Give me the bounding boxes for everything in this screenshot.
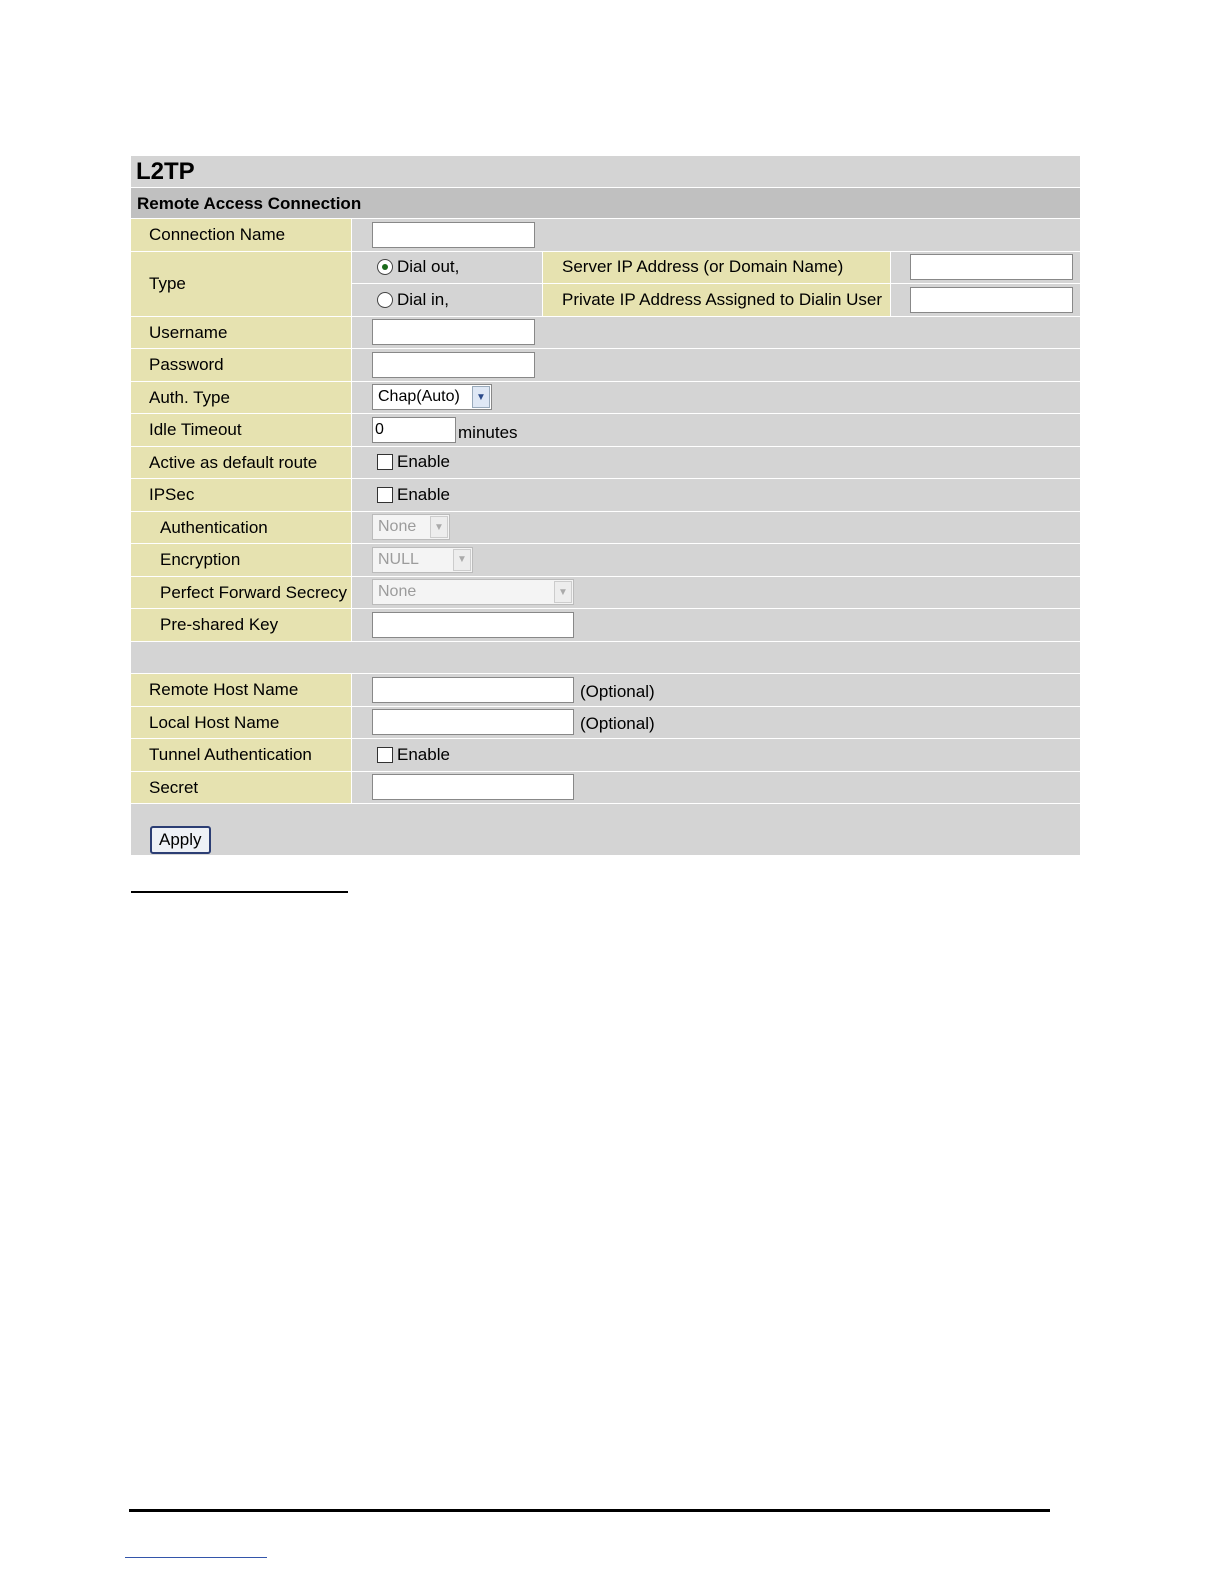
default-route-label: Active as default route xyxy=(131,447,352,479)
footer-rule xyxy=(129,1509,1050,1512)
encryption-value: NULL xyxy=(378,550,419,568)
local-host-row xyxy=(131,706,1080,739)
authentication-select[interactable] xyxy=(372,514,450,540)
dial-out-option[interactable] xyxy=(352,252,543,284)
idle-timeout-label: Idle Timeout xyxy=(131,414,352,446)
footer-link-rule xyxy=(125,1557,267,1558)
connection-name-label: Connection Name xyxy=(131,219,352,251)
default-route-row xyxy=(131,446,1080,479)
auth-type-select[interactable] xyxy=(372,384,492,410)
authentication-value: None xyxy=(378,518,417,536)
password-input[interactable] xyxy=(372,352,535,378)
encryption-select[interactable] xyxy=(372,547,473,573)
page-title: L2TP xyxy=(131,156,1080,187)
separator-row xyxy=(131,641,1080,674)
default-route-checkbox[interactable] xyxy=(377,454,393,470)
local-host-hint: (Optional) xyxy=(580,714,655,734)
type-label: Type xyxy=(131,252,352,316)
authentication-row xyxy=(131,511,1080,544)
tunnel-auth-enable-label: Enable xyxy=(397,744,450,764)
preshared-key-input[interactable] xyxy=(372,612,574,638)
tunnel-auth-label: Tunnel Authentication xyxy=(131,739,352,771)
divider-short xyxy=(131,891,348,893)
tunnel-auth-checkbox[interactable] xyxy=(377,747,393,763)
secret-label: Secret xyxy=(131,772,352,804)
connection-name-row xyxy=(131,218,1080,251)
remote-host-label: Remote Host Name xyxy=(131,674,352,706)
ipsec-checkbox[interactable] xyxy=(377,487,393,503)
chevron-down-icon: ▼ xyxy=(453,549,471,571)
section-title: Remote Access Connection xyxy=(131,187,1080,218)
auth-type-row xyxy=(131,381,1080,414)
type-row xyxy=(131,251,1080,316)
apply-row xyxy=(131,803,1080,855)
dial-in-radio[interactable] xyxy=(377,292,393,308)
idle-timeout-input[interactable] xyxy=(372,417,456,443)
default-route-enable-label: Enable xyxy=(397,452,450,472)
ipsec-enable-label: Enable xyxy=(397,484,450,504)
dial-out-radio[interactable] xyxy=(377,259,393,275)
dial-out-label: Dial out, xyxy=(397,257,460,277)
authentication-label: Authentication xyxy=(131,512,352,544)
chevron-down-icon: ▼ xyxy=(472,386,490,408)
connection-name-input[interactable] xyxy=(372,222,535,248)
local-host-input[interactable] xyxy=(372,709,574,735)
dial-in-label: Dial in, xyxy=(397,289,449,309)
chevron-down-icon: ▼ xyxy=(430,516,448,538)
preshared-key-row xyxy=(131,608,1080,641)
username-label: Username xyxy=(131,317,352,349)
encryption-row xyxy=(131,543,1080,576)
l2tp-panel xyxy=(131,156,1080,855)
private-ip-label: Private IP Address Assigned to Dialin User xyxy=(543,284,891,316)
remote-host-row xyxy=(131,673,1080,706)
idle-timeout-unit: minutes xyxy=(458,422,518,442)
apply-button[interactable]: Apply xyxy=(150,826,211,854)
secret-input[interactable] xyxy=(372,774,574,800)
pfs-row xyxy=(131,576,1080,609)
idle-timeout-row xyxy=(131,413,1080,446)
server-ip-input[interactable] xyxy=(910,254,1073,280)
server-ip-label: Server IP Address (or Domain Name) xyxy=(543,252,891,284)
pfs-select[interactable] xyxy=(372,579,574,605)
private-ip-input[interactable] xyxy=(910,287,1073,313)
secret-row xyxy=(131,771,1080,804)
password-label: Password xyxy=(131,349,352,381)
ipsec-label: IPSec xyxy=(131,479,352,511)
encryption-label: Encryption xyxy=(131,544,352,576)
dial-in-option[interactable] xyxy=(352,284,543,316)
pfs-label: Perfect Forward Secrecy xyxy=(131,577,352,609)
auth-type-value: Chap(Auto) xyxy=(378,388,460,406)
pfs-value: None xyxy=(378,583,417,601)
preshared-key-label: Pre-shared Key xyxy=(131,609,352,641)
local-host-label: Local Host Name xyxy=(131,707,352,739)
ipsec-row xyxy=(131,478,1080,511)
password-row xyxy=(131,348,1080,381)
tunnel-auth-row xyxy=(131,738,1080,771)
username-input[interactable] xyxy=(372,319,535,345)
remote-host-hint: (Optional) xyxy=(580,681,655,701)
remote-host-input[interactable] xyxy=(372,677,574,703)
chevron-down-icon: ▼ xyxy=(554,581,572,603)
username-row xyxy=(131,316,1080,349)
auth-type-label: Auth. Type xyxy=(131,382,352,414)
